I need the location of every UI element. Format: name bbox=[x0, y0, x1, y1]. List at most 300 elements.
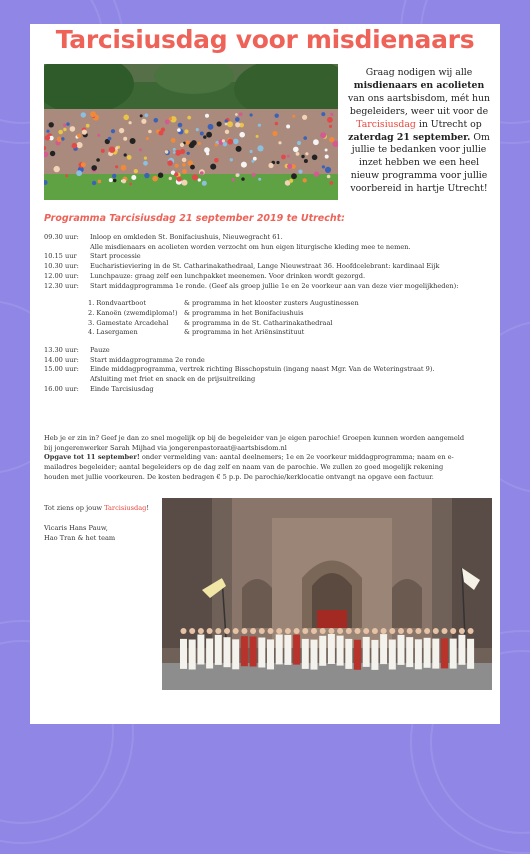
crowd-person bbox=[327, 175, 331, 179]
crowd-person bbox=[187, 116, 191, 120]
schedule-desc: Einde Tarcisiusdag bbox=[90, 384, 154, 393]
crowd-person bbox=[92, 181, 96, 185]
crowd-person bbox=[258, 124, 261, 127]
option-name: 4. Lasergamen bbox=[88, 328, 138, 337]
church-group-head bbox=[372, 628, 378, 634]
crowd-person bbox=[190, 165, 195, 170]
crowd-person bbox=[63, 128, 66, 131]
church-group-person bbox=[363, 637, 370, 667]
crowd-person bbox=[225, 130, 229, 134]
church-group-head bbox=[285, 628, 291, 634]
crowd-person bbox=[46, 130, 49, 133]
church-group-person bbox=[345, 639, 352, 669]
church-group-person bbox=[389, 640, 396, 670]
crowd-person bbox=[182, 158, 187, 163]
crowd-person bbox=[165, 150, 169, 154]
crowd-person bbox=[223, 142, 227, 146]
crowd-person bbox=[325, 149, 328, 152]
church-group-person bbox=[206, 639, 213, 669]
crowd-person bbox=[292, 115, 295, 118]
signup-paragraph bbox=[44, 434, 492, 483]
option-item bbox=[88, 309, 494, 319]
crowd-person bbox=[222, 139, 225, 142]
crowd-person bbox=[49, 122, 54, 127]
crowd-person bbox=[191, 140, 197, 146]
crowd-person bbox=[177, 128, 181, 132]
church-group-person bbox=[424, 638, 431, 668]
crowd-person bbox=[121, 165, 127, 171]
church-group-person bbox=[337, 636, 344, 666]
crowd-person bbox=[144, 173, 149, 178]
crowd-person bbox=[302, 115, 307, 120]
church-group-person bbox=[197, 635, 204, 665]
crowd-person bbox=[322, 165, 325, 168]
church-group-person bbox=[180, 639, 187, 669]
option-item bbox=[88, 328, 494, 338]
crowd-person bbox=[61, 137, 65, 141]
intro-line: van ons aartsbisdom, mét hun bbox=[347, 92, 491, 104]
crowd-person bbox=[235, 117, 240, 122]
church-group-head bbox=[259, 628, 265, 634]
intro-line: Graag nodigen wij alle bbox=[365, 67, 473, 78]
crowd-person bbox=[239, 112, 243, 116]
crowd-person bbox=[206, 132, 212, 138]
church-group-head bbox=[311, 628, 317, 634]
crowd-person bbox=[57, 137, 61, 141]
church-group-head bbox=[198, 628, 204, 634]
church-group-head bbox=[381, 628, 387, 634]
signature bbox=[44, 524, 164, 543]
crowd-person bbox=[210, 164, 216, 170]
church-group-person bbox=[267, 639, 274, 669]
schedule-desc: Pauze bbox=[90, 346, 110, 355]
church-group-head bbox=[320, 628, 326, 634]
church-group-head bbox=[424, 628, 430, 634]
crowd-person bbox=[236, 173, 240, 177]
crowd-person bbox=[233, 139, 239, 145]
schedule-time: 14.00 uur: bbox=[44, 355, 79, 364]
crowd-person bbox=[250, 113, 253, 116]
group-photo-park bbox=[44, 64, 338, 200]
crowd-person bbox=[173, 148, 176, 151]
crowd-person bbox=[182, 180, 188, 186]
crowd-person bbox=[217, 121, 222, 126]
crowd-person bbox=[111, 129, 115, 133]
closing-line: Tot ziens op jouw bbox=[44, 504, 105, 512]
crowd-person bbox=[108, 137, 112, 141]
closing-highlight: Tarcisiusdag bbox=[104, 504, 147, 512]
crowd-person bbox=[257, 145, 263, 151]
crowd-person bbox=[239, 132, 245, 138]
crowd-person bbox=[63, 124, 66, 127]
program-heading: Programma Tarcisiusdag 21 september 2019 te Utrecht: bbox=[44, 213, 345, 224]
crowd-person bbox=[127, 155, 132, 160]
crowd-person bbox=[124, 153, 127, 156]
crowd-person bbox=[200, 171, 204, 175]
crowd-person bbox=[281, 155, 286, 160]
crowd-person bbox=[70, 126, 76, 132]
church-group-head bbox=[302, 628, 308, 634]
crowd-person bbox=[236, 146, 242, 152]
church-group-person bbox=[380, 634, 387, 664]
crowd-person bbox=[329, 125, 332, 128]
crowd-person bbox=[101, 149, 105, 153]
group-photo-drawing bbox=[44, 64, 338, 200]
church-group-head bbox=[207, 628, 213, 634]
crowd-person bbox=[232, 178, 235, 181]
schedule-time: 10.15 uur bbox=[44, 252, 77, 261]
crowd-person bbox=[144, 113, 148, 117]
crowd-person bbox=[250, 150, 253, 153]
crowd-person bbox=[227, 121, 233, 127]
schedule-desc: Eucharistieviering in de St. Catharinakathedraal, Lange Nieuwstraat 36. Hoofdcelebrant: kardinaal Eijk bbox=[90, 262, 440, 271]
church-group-head bbox=[328, 628, 334, 634]
crowd-person bbox=[186, 141, 190, 145]
church-group-head bbox=[337, 628, 343, 634]
option-desc: & programma in het Ariënsinstituut bbox=[184, 328, 305, 337]
option-name: 3. Gamestate Arcadehal bbox=[88, 318, 169, 327]
crowd-person bbox=[225, 119, 228, 122]
crowd-person bbox=[171, 138, 176, 143]
crowd-person bbox=[329, 181, 333, 185]
crowd-person bbox=[54, 166, 60, 172]
crowd-person bbox=[158, 173, 163, 178]
church-group-head bbox=[442, 628, 448, 634]
schedule-desc: Inloop en omkleden St. Bonifaciushuis, Nieuwegracht 61. bbox=[90, 233, 283, 241]
church-group-head bbox=[468, 628, 474, 634]
church-group-person bbox=[293, 635, 300, 665]
church-group-head bbox=[224, 628, 230, 634]
crowd-person bbox=[66, 122, 69, 125]
crowd-person bbox=[174, 172, 178, 176]
intro-line: in Utrecht op bbox=[415, 118, 482, 130]
crowd-person bbox=[90, 111, 96, 117]
schedule-row bbox=[44, 252, 494, 262]
crowd-person bbox=[301, 155, 304, 158]
crowd-person bbox=[175, 164, 179, 168]
crowd-person bbox=[198, 178, 201, 181]
crowd-person bbox=[296, 152, 300, 156]
crowd-person bbox=[330, 113, 333, 116]
crowd-person bbox=[182, 163, 186, 167]
schedule-desc: Afsluiting met friet en snack en de prijsuitreiking bbox=[90, 375, 256, 384]
crowd-person bbox=[177, 176, 182, 181]
church-group-person bbox=[441, 638, 448, 668]
option-desc: & programma in de St. Catharinakathedraal bbox=[184, 318, 333, 327]
crowd-person bbox=[325, 167, 331, 173]
signup-line: mailadres begeleider; aantal begeleiders op de dag zelf en naam van de parochie. We zullen zo goed mogelijk rekening bbox=[44, 463, 444, 472]
crowd-person bbox=[77, 134, 81, 138]
church-group-head bbox=[355, 628, 361, 634]
crowd-person bbox=[205, 114, 209, 118]
church-group-person bbox=[432, 639, 439, 669]
signup-line: Heb je er zin in? Geef je dan zo snel mogelijk op bij de begeleider van je eigen parochie! Groepen kunnen worden aangemeld bbox=[44, 434, 465, 442]
crowd-person bbox=[241, 177, 244, 180]
church-group-person bbox=[215, 635, 222, 665]
church-group-person bbox=[371, 640, 378, 670]
crowd-person bbox=[289, 179, 293, 183]
schedule-row bbox=[44, 233, 494, 243]
intro-highlight: Tarcisiusdag bbox=[356, 118, 416, 130]
crowd-person bbox=[180, 143, 184, 147]
church-group-person bbox=[276, 634, 283, 664]
closing-line: ! bbox=[146, 504, 150, 512]
option-item bbox=[88, 319, 494, 329]
church-group-person bbox=[328, 634, 335, 664]
church-group-head bbox=[189, 628, 195, 634]
afternoon-options bbox=[44, 299, 494, 338]
crowd-person bbox=[275, 114, 279, 118]
closing-text bbox=[44, 504, 164, 514]
church-group-head bbox=[450, 628, 456, 634]
crowd-person bbox=[303, 136, 307, 140]
page-title: Tarcisiusdag voor misdienaars bbox=[55, 25, 475, 54]
church-group-person bbox=[458, 635, 465, 665]
church-group-head bbox=[346, 628, 352, 634]
schedule-row bbox=[44, 375, 494, 385]
intro-date: zaterdag 21 september. bbox=[348, 131, 471, 143]
crowd-person bbox=[286, 125, 290, 129]
crowd-person bbox=[91, 165, 97, 171]
schedule-time bbox=[44, 375, 90, 385]
crowd-person bbox=[81, 162, 86, 167]
crowd-person bbox=[227, 139, 233, 145]
schedule-desc: Start middagprogramma 2e ronde bbox=[90, 355, 205, 364]
option-desc: & programma in het klooster zusters Augustinessen bbox=[184, 299, 359, 308]
crowd-person bbox=[167, 160, 173, 166]
church-group-person bbox=[250, 637, 257, 667]
church-group-person bbox=[319, 636, 326, 666]
crowd-person bbox=[139, 148, 142, 151]
intro-line: jullie te bedanken voor jullie bbox=[351, 144, 487, 156]
signup-line: onder vermelding van: aantal deelnemers; 1e en 2e voorkeur middagprogramma; naam en e- bbox=[139, 453, 454, 462]
church-photo-drawing bbox=[162, 498, 492, 690]
church-group-person bbox=[415, 639, 422, 669]
church-group-person bbox=[302, 639, 309, 669]
crowd-person bbox=[312, 155, 318, 161]
church-group-head bbox=[294, 628, 300, 634]
schedule bbox=[44, 233, 494, 395]
crowd-person bbox=[327, 117, 333, 123]
crowd-person bbox=[215, 143, 218, 146]
crowd-person bbox=[152, 176, 158, 182]
crowd-person bbox=[291, 173, 297, 179]
schedule-desc: Lunchpauze: graag zelf een lunchpakket meenemen. Voor drinken wordt gezorgd. bbox=[90, 271, 366, 280]
crowd-person bbox=[258, 178, 261, 181]
crowd-person bbox=[65, 174, 68, 177]
crowd-person bbox=[184, 129, 188, 133]
crowd-person bbox=[320, 132, 326, 138]
intro-line: voorbereid in hartje Utrecht! bbox=[350, 183, 488, 195]
crowd-person bbox=[81, 112, 86, 117]
church-group-person bbox=[284, 635, 291, 665]
church-group-head bbox=[181, 628, 187, 634]
crowd-person bbox=[325, 155, 329, 159]
crowd-person bbox=[129, 183, 132, 186]
crowd-person bbox=[144, 157, 147, 160]
crowd-person bbox=[321, 112, 325, 116]
deadline-text: Opgave tot 11 september! bbox=[44, 453, 140, 462]
church-group-head bbox=[415, 628, 421, 634]
crowd-person bbox=[208, 124, 214, 130]
intro-line: nieuw programma voor jullie bbox=[350, 170, 488, 182]
intro-line: inzet hebben we een heel bbox=[358, 157, 480, 169]
crowd-person bbox=[225, 123, 228, 126]
church-group-head bbox=[459, 628, 465, 634]
church-group-head bbox=[233, 628, 239, 634]
crowd-person bbox=[129, 121, 132, 124]
crowd-person bbox=[214, 158, 219, 163]
crowd-person bbox=[303, 178, 307, 182]
intro-text bbox=[346, 67, 492, 196]
crowd-person bbox=[278, 141, 281, 144]
crowd-person bbox=[313, 139, 319, 145]
option-desc: & programma in het Bonifaciushuis bbox=[184, 308, 304, 317]
crowd-person bbox=[58, 130, 63, 135]
crowd-person bbox=[97, 134, 100, 137]
crowd-person bbox=[146, 137, 149, 140]
church-group-person bbox=[241, 636, 248, 666]
crowd-person bbox=[131, 175, 136, 180]
option-name: 2. Kanoën (zwemdiploma!) bbox=[88, 308, 178, 317]
signup-line: houden met jullie voorkeuren. De kosten bedragen € 5 p.p. De parochie/kerklocatie ontvangt na opgave een factuur. bbox=[44, 472, 434, 481]
crowd-person bbox=[143, 161, 148, 166]
crowd-person bbox=[196, 128, 199, 131]
crowd-person bbox=[123, 115, 129, 121]
crowd-person bbox=[50, 151, 55, 156]
church-group-head bbox=[389, 628, 395, 634]
church-group-person bbox=[467, 639, 474, 669]
crowd-person bbox=[98, 180, 102, 184]
crowd-person bbox=[165, 120, 170, 125]
crowd-person bbox=[45, 135, 50, 140]
signature-line: Hao Tran & het team bbox=[44, 533, 116, 542]
crowd-person bbox=[182, 169, 187, 174]
crowd-person bbox=[202, 181, 207, 186]
crowd-person bbox=[113, 179, 117, 183]
crowd-person bbox=[204, 147, 210, 153]
crowd-person bbox=[109, 178, 113, 182]
signature-line: Vicaris Hans Pauw, bbox=[44, 524, 108, 532]
church-group-person bbox=[406, 637, 413, 667]
church-group-head bbox=[363, 628, 369, 634]
crowd-person bbox=[140, 114, 143, 117]
church-group-head bbox=[241, 628, 247, 634]
crowd-person bbox=[122, 179, 126, 183]
crowd-person bbox=[180, 149, 185, 154]
church-group-head bbox=[276, 628, 282, 634]
crowd-person bbox=[148, 130, 152, 134]
crowd-person bbox=[178, 123, 183, 128]
signup-line: bij jongerenwerker Sarah Mijhad via jongerenpastoraat@aartsbisdom.nl bbox=[44, 443, 287, 452]
crowd-person bbox=[305, 152, 308, 155]
schedule-row bbox=[44, 365, 494, 375]
schedule-row bbox=[44, 385, 494, 395]
schedule-desc: Einde middagprogramma, vertrek richting Bisschopstuin (ingang naast Mgr. Van de Weteringstraat 9). bbox=[90, 365, 435, 374]
crowd-person bbox=[169, 117, 172, 120]
church-group-person bbox=[258, 638, 265, 668]
church-group-person bbox=[311, 640, 318, 670]
crowd-person bbox=[198, 142, 201, 145]
crowd-person bbox=[304, 159, 308, 163]
crowd-person bbox=[86, 124, 90, 128]
crowd-person bbox=[251, 160, 254, 163]
crowd-person bbox=[203, 135, 206, 138]
schedule-time: 16.00 uur: bbox=[44, 384, 79, 393]
church-group-head bbox=[398, 628, 404, 634]
church-group-person bbox=[232, 639, 239, 669]
church-group-person bbox=[354, 640, 361, 670]
crowd-person bbox=[293, 147, 299, 153]
crowd-person bbox=[141, 119, 146, 124]
intro-line: begeleiders, weer uit voor de bbox=[349, 105, 489, 117]
church-group-person bbox=[224, 637, 231, 667]
church-group-head bbox=[215, 628, 221, 634]
schedule-desc: Alle misdienaars en acolieten worden verzocht om hun eigen liturgische kleding mee te nemen. bbox=[90, 242, 411, 251]
church-group-head bbox=[268, 628, 274, 634]
intro-line: Om bbox=[470, 131, 490, 143]
crowd-person bbox=[252, 173, 256, 177]
option-item bbox=[88, 299, 494, 309]
crowd-person bbox=[276, 161, 279, 164]
crowd-person bbox=[173, 151, 176, 154]
crowd-person bbox=[230, 158, 233, 161]
crowd-person bbox=[298, 170, 302, 174]
church-group-head bbox=[433, 628, 439, 634]
crowd-person bbox=[287, 164, 292, 169]
crowd-person bbox=[96, 158, 100, 162]
church-group-person bbox=[189, 640, 196, 670]
crowd-person bbox=[235, 113, 238, 116]
crowd-person bbox=[154, 118, 159, 123]
crowd-person bbox=[192, 174, 198, 180]
crowd-person bbox=[169, 177, 172, 180]
schedule-time bbox=[44, 243, 90, 253]
schedule-row bbox=[44, 272, 494, 282]
crowd-person bbox=[130, 138, 136, 144]
crowd-person bbox=[76, 142, 82, 148]
crowd-person bbox=[287, 155, 290, 158]
schedule-time: 09.30 uur: bbox=[44, 233, 79, 241]
church-group-photo bbox=[162, 498, 492, 690]
crowd-person bbox=[241, 162, 247, 168]
crowd-person bbox=[115, 146, 118, 149]
crowd-person bbox=[256, 135, 259, 138]
crowd-person bbox=[119, 128, 124, 133]
schedule-row bbox=[44, 282, 494, 292]
crowd-person bbox=[159, 131, 164, 136]
crowd-person bbox=[297, 141, 301, 145]
schedule-time: 13.30 uur: bbox=[44, 346, 79, 355]
schedule-time: 10.30 uur: bbox=[44, 262, 79, 271]
crowd-person bbox=[272, 131, 277, 136]
crowd-person bbox=[134, 169, 138, 173]
crowd-person bbox=[72, 143, 78, 149]
crowd-person bbox=[268, 163, 273, 168]
church-group-person bbox=[450, 639, 457, 669]
schedule-row bbox=[44, 243, 494, 253]
crowd-person bbox=[200, 132, 204, 136]
crowd-person bbox=[109, 147, 115, 153]
crowd-person bbox=[112, 174, 116, 178]
schedule-time: 12.00 uur: bbox=[44, 271, 79, 280]
intro-line-bold: misdienaars en acolieten bbox=[353, 79, 485, 91]
schedule-row bbox=[44, 262, 494, 272]
schedule-desc: Start processie bbox=[90, 252, 141, 261]
church-group-head bbox=[250, 628, 256, 634]
crowd-person bbox=[82, 130, 87, 135]
schedule-row bbox=[44, 356, 494, 366]
